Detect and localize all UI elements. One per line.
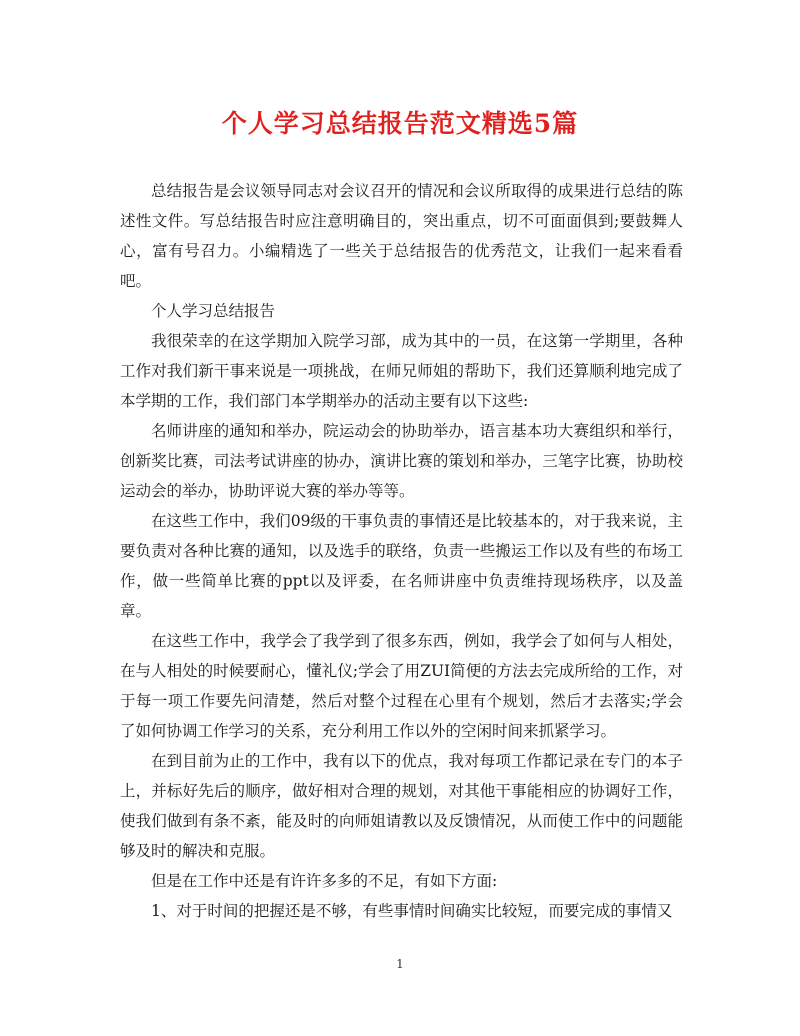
- paragraph: 但是在工作中还是有许许多多的不足，有如下方面:: [151, 872, 498, 890]
- paragraph-intro: 总结报告是会议领导同志对会议召开的情况和会议所取得的成果进行总结的陈述性文件。写总结报告时应注意明确目的，突出重点，切不可面面俱到;要鼓舞人心，富有号召力。小编精选了一些关于总结报告的优秀范文，让我们一起来看看吧。: [120, 182, 683, 290]
- paragraph: 我很荣幸的在这学期加入院学习部，成为其中的一员，在这第一学期里，各种工作对我们新干事来说是一项挑战，在师兄师姐的帮助下，我们还算顺利地完成了本学期的工作，我们部门本学期举办的活动主要有以下这些:: [120, 332, 683, 410]
- paragraph: 在到目前为止的工作中，我有以下的优点，我对每项工作都记录在专门的本子上，并标好先后的顺序，做好相对合理的规划，对其他干事能相应的协调好工作，使我们做到有条不紊，能及时的向师姐请教以及反馈情况，从而使工作中的问题能够及时的解决和克服。: [120, 752, 683, 860]
- paragraph: 名师讲座的通知和举办，院运动会的协助举办，语言基本功大赛组织和举行，创新奖比赛，司法考试讲座的协办，演讲比赛的策划和举办，三笔字比赛，协助校运动会的举办，协助评说大赛的举办等等。: [120, 422, 683, 500]
- paragraph: 在这些工作中，我学会了我学到了很多东西，例如，我学会了如何与人相处，在与人相处的时候要耐心，懂礼仪;学会了用ZUI简便的方法去完成所给的工作，对于每一项工作要先问清楚，然后对整个过程在心里有个规划，然后才去落实;学会了如何协调工作学习的关系，充分利用工作以外的空闲时间来抓紧学习。: [120, 632, 683, 740]
- document-body: [120, 176, 683, 926]
- page-number: 1: [396, 957, 404, 971]
- paragraph: 1、对于时间的把握还是不够，有些事情时间确实比较短，而要完成的事情又: [151, 902, 673, 920]
- document-title: 个人学习总结报告范文精选5篇: [221, 109, 579, 138]
- section-heading: 个人学习总结报告: [151, 302, 276, 320]
- paragraph: 在这些工作中，我们09级的干事负责的事情还是比较基本的，对于我来说，主要负责对各种比赛的通知，以及选手的联络，负责一些搬运工作以及有些的布场工作，做一些简单比赛的ppt以及评委，在名师讲座中负责维持现场秩序，以及盖章。: [120, 512, 683, 620]
